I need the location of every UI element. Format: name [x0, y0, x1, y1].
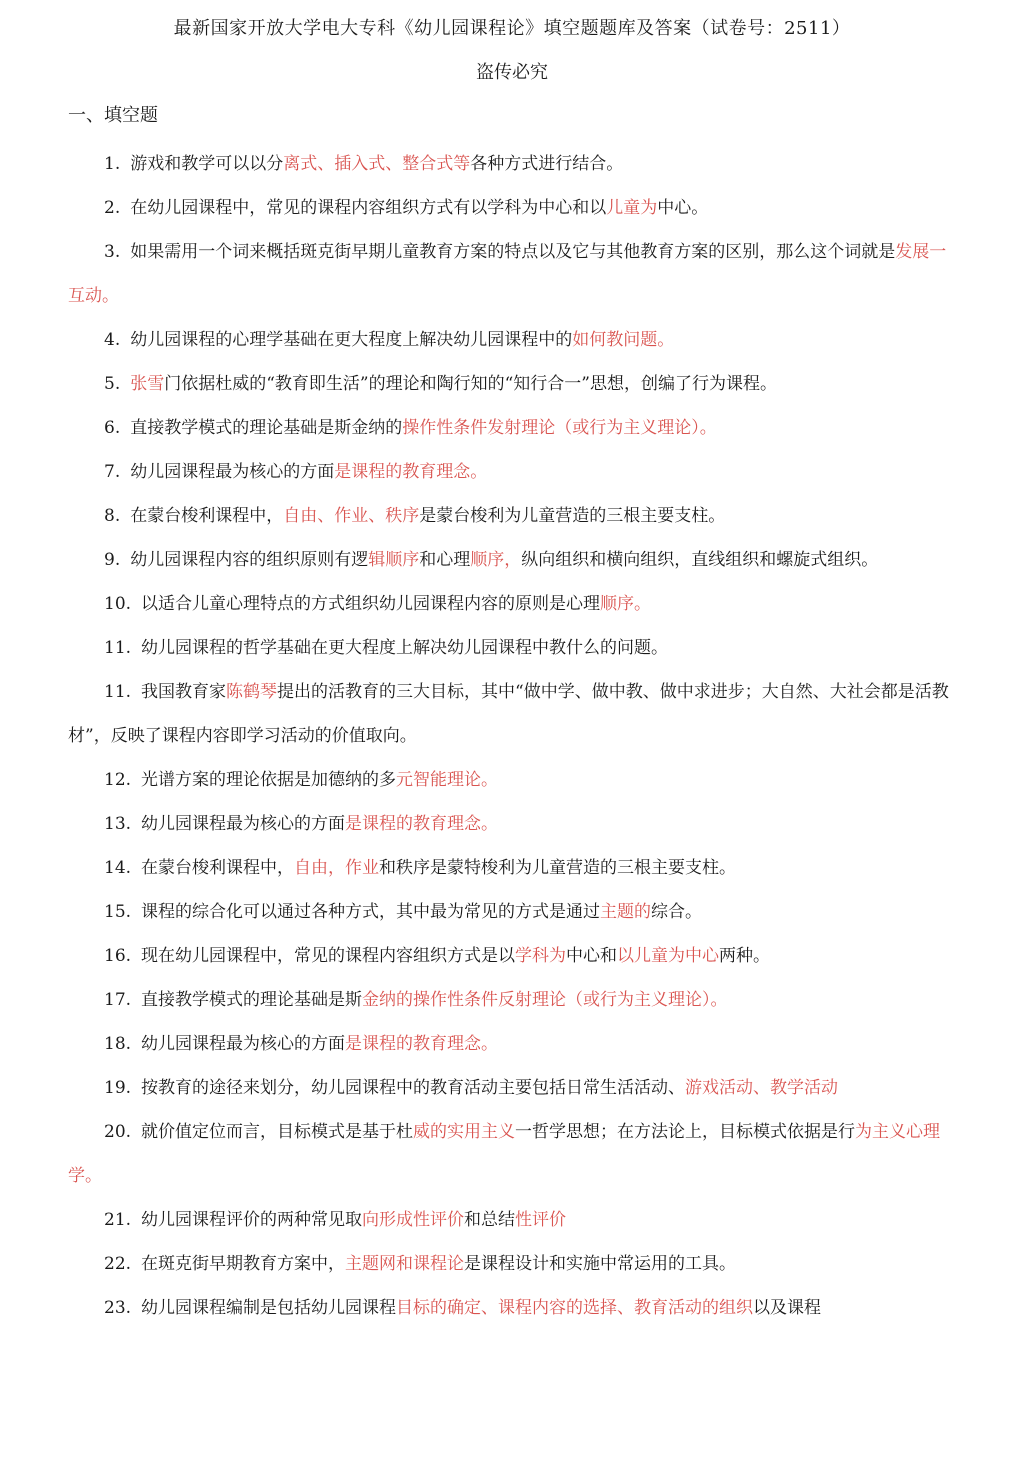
question-item — [68, 802, 960, 846]
question-number: 9. — [104, 550, 121, 570]
question-item — [68, 1066, 960, 1110]
question-number: 17. — [104, 990, 132, 1010]
question-item — [68, 978, 960, 1022]
question-text: 和心理 — [419, 550, 471, 570]
question-item — [68, 538, 960, 582]
question-number: 3. — [104, 242, 121, 262]
question-text: 光谱方案的理论依据是加德纳的多 — [141, 770, 397, 790]
question-text: 幼儿园课程评价的两种常见取 — [141, 1210, 363, 1230]
answer-text: 性评价 — [515, 1210, 567, 1230]
answer-text: 自由、作业、秩序 — [283, 506, 420, 526]
question-text: 是课程设计和实施中常运用的工具。 — [464, 1254, 737, 1274]
question-item — [68, 406, 960, 450]
question-item — [68, 890, 960, 934]
section-heading: 一、填空题 — [68, 105, 158, 126]
answer-text: 主题的 — [600, 902, 652, 922]
question-text: 以及课程 — [753, 1298, 822, 1318]
document-title: 最新国家开放大学电大专科《幼儿园课程论》填空题题库及答案（试卷号：2511） — [173, 18, 851, 39]
question-item — [68, 494, 960, 538]
question-text: 和秩序是蒙特梭利为儿童营造的三根主要支柱。 — [379, 858, 737, 878]
question-list — [68, 142, 960, 1330]
question-text: 一哲学思想；在方法论上，目标模式依据是行 — [515, 1122, 856, 1142]
question-text: 幼儿园课程最为核心的方面 — [141, 814, 346, 834]
question-text: 幼儿园课程的心理学基础在更大程度上解决幼儿园课程中的 — [130, 330, 573, 350]
question-text: 幼儿园课程内容的组织原则有逻 — [130, 550, 369, 570]
question-text: 幼儿园课程最为核心的方面 — [130, 462, 335, 482]
question-item — [68, 1286, 960, 1330]
question-text: 课程的综合化可以通过各种方式，其中最为常见的方式是通过 — [141, 902, 601, 922]
answer-text: 是课程的教育理念。 — [345, 1034, 499, 1054]
question-text: 如果需用一个词来概括斑克街早期儿童教育方案的特点以及它与其他教育方案的区别，那么这个词就是 — [130, 242, 896, 262]
answer-text: 元智能理论。 — [396, 770, 499, 790]
question-item — [68, 186, 960, 230]
question-number: 14. — [104, 858, 132, 878]
question-text: 幼儿园课程的哲学基础在更大程度上解决幼儿园课程中教什么的问题。 — [141, 638, 669, 658]
question-item — [68, 1242, 960, 1286]
question-text: 在蒙台梭利课程中， — [141, 858, 295, 878]
question-number: 4. — [104, 330, 121, 350]
question-item — [68, 230, 960, 318]
answer-text: 是课程的教育理念。 — [345, 814, 499, 834]
question-number: 10. — [104, 594, 132, 614]
answer-text: 顺序。 — [600, 594, 652, 614]
question-number: 13. — [104, 814, 132, 834]
document-subtitle: 盗传必究 — [476, 62, 548, 83]
question-text: 直接教学模式的理论基础是斯金纳的 — [130, 418, 403, 438]
question-number: 11. — [104, 682, 132, 702]
question-number: 19. — [104, 1078, 132, 1098]
question-number: 23. — [104, 1298, 132, 1318]
question-text: 是蒙台梭利为儿童营造的三根主要支柱。 — [419, 506, 726, 526]
question-number: 8. — [104, 506, 121, 526]
answer-text: 自由，作业 — [294, 858, 380, 878]
question-number: 7. — [104, 462, 121, 482]
answer-text: 主题网和课程论 — [345, 1254, 465, 1274]
question-number: 22. — [104, 1254, 132, 1274]
answer-text: 顺序， — [470, 550, 522, 570]
question-text: 和总结 — [464, 1210, 516, 1230]
question-item — [68, 934, 960, 978]
question-text: 就价值定位而言，目标模式是基于杜 — [141, 1122, 414, 1142]
question-text: 提出的活教育的三大目标，其中“做中学、做中教、做中求进步；大自然、大社会都是活教材”，反映了课程内容即学习活动的价值取向。 — [68, 682, 949, 746]
question-number: 11. — [104, 638, 132, 658]
question-text: 游戏和教学可以以分 — [130, 154, 284, 174]
answer-text: 如何教问题。 — [572, 330, 675, 350]
answer-text: 发展一互动。 — [68, 242, 947, 306]
answer-text: 陈鹤琴 — [226, 682, 278, 702]
question-item — [68, 1022, 960, 1066]
question-text: 现在幼儿园课程中，常见的课程内容组织方式是以 — [141, 946, 516, 966]
question-text: 两种。 — [719, 946, 771, 966]
question-item — [68, 142, 960, 186]
question-item — [68, 626, 960, 670]
question-text: 幼儿园课程编制是包括幼儿园课程 — [141, 1298, 397, 1318]
question-text: 在斑克街早期教育方案中， — [141, 1254, 346, 1274]
question-number: 6. — [104, 418, 121, 438]
answer-text: 离式、插入式、整合式等 — [283, 154, 471, 174]
question-text: 中心和 — [566, 946, 618, 966]
question-item — [68, 670, 960, 758]
question-text: 综合。 — [651, 902, 703, 922]
question-number: 16. — [104, 946, 132, 966]
question-text: 各种方式进行结合。 — [470, 154, 624, 174]
question-text: 我国教育家 — [141, 682, 227, 702]
question-number: 18. — [104, 1034, 132, 1054]
question-number: 1. — [104, 154, 121, 174]
question-text: 门依据杜威的“教育即生活”的理论和陶行知的“知行合一”思想，创编了行为课程。 — [164, 374, 777, 394]
question-item — [68, 1110, 960, 1198]
question-item — [68, 758, 960, 802]
question-number: 20. — [104, 1122, 132, 1142]
answer-text: 向形成性评价 — [362, 1210, 465, 1230]
question-text: 幼儿园课程最为核心的方面 — [141, 1034, 346, 1054]
question-text: 按教育的途径来划分，幼儿园课程中的教育活动主要包括日常生活活动、 — [141, 1078, 686, 1098]
answer-text: 张雪 — [130, 374, 165, 394]
question-item — [68, 318, 960, 362]
question-text: 纵向组织和横向组织，直线组织和螺旋式组织。 — [521, 550, 879, 570]
question-item — [68, 582, 960, 626]
answer-text: 金纳的操作性条件反射理论（或行为主义理论）。 — [362, 990, 728, 1010]
question-number: 5. — [104, 374, 121, 394]
answer-text: 以儿童为中心 — [617, 946, 720, 966]
question-item — [68, 846, 960, 890]
question-number: 2. — [104, 198, 121, 218]
question-number: 15. — [104, 902, 132, 922]
answer-text: 游戏活动、教学活动 — [685, 1078, 839, 1098]
answer-text: 辑顺序 — [368, 550, 420, 570]
question-item — [68, 450, 960, 494]
question-text: 在蒙台梭利课程中， — [130, 506, 284, 526]
question-number: 12. — [104, 770, 132, 790]
question-text: 在幼儿园课程中，常见的课程内容组织方式有以学科为中心和以 — [130, 198, 607, 218]
answer-text: 是课程的教育理念。 — [334, 462, 488, 482]
answer-text: 目标的确定、课程内容的选择、教育活动的组织 — [396, 1298, 754, 1318]
question-number: 21. — [104, 1210, 132, 1230]
question-text: 直接教学模式的理论基础是斯 — [141, 990, 363, 1010]
answer-text: 儿童为 — [606, 198, 658, 218]
question-item — [68, 362, 960, 406]
answer-text: 操作性条件发射理论（或行为主义理论）。 — [402, 418, 717, 438]
question-text: 中心。 — [657, 198, 709, 218]
question-item — [68, 1198, 960, 1242]
answer-text: 为主义心理学。 — [68, 1122, 941, 1186]
answer-text: 学科为 — [515, 946, 567, 966]
question-text: 以适合儿童心理特点的方式组织幼儿园课程内容的原则是心理 — [141, 594, 601, 614]
answer-text: 威的实用主义 — [413, 1122, 516, 1142]
